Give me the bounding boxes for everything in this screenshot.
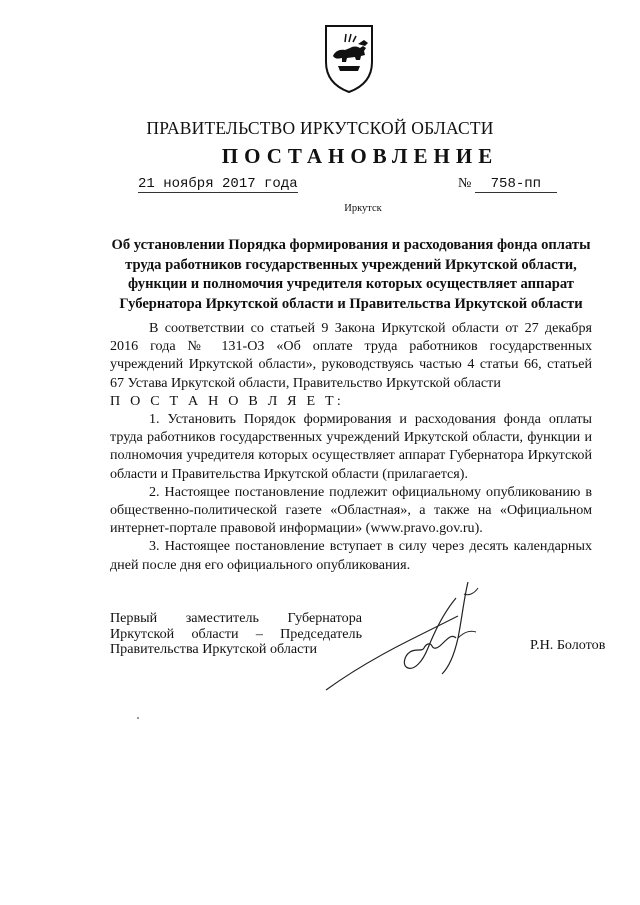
signatory-name: Р.Н. Болотов	[530, 637, 606, 653]
scan-speck	[137, 717, 139, 719]
item-paragraph-2: 2. Настоящее постановление подлежит официальному опубликованию в общественно-политической газете «Областная», а также на «Официальном интернет-портале правовой информации» (www.pravo.gov.ru).	[110, 483, 592, 537]
resolves-heading: П О С Т А Н О В Л Я Е Т:	[110, 392, 344, 409]
city-name: Иркутск	[344, 203, 382, 214]
position-line-2: Иркутской области – Председатель	[110, 625, 362, 642]
document-date	[138, 176, 298, 192]
document-number	[458, 176, 557, 193]
item-paragraph-3: 3. Настоящее постановление вступает в силу через десять календарных дней после дня его официального опубликования.	[110, 538, 592, 573]
preamble-paragraph: В соответствии со статьей 9 Закона Иркутской области от 27 декабря 2016 года № 131-ОЗ «Об оплате труда работников государственных учреждений Иркутской области», руководствуясь частью 4 статьи 66, статьей 67 Устава Иркутской области, Правительство Иркутской области	[110, 320, 592, 391]
number-value: 758-пп	[475, 176, 557, 193]
date-value: 21 ноября 2017 года	[138, 176, 298, 192]
document-type: ПОСТАНОВЛЕНИЕ	[221, 144, 499, 168]
item-paragraph-1: 1. Установить Порядок формирования и расходования фонда оплаты труда работников государственных учреждений Иркутской области, функции и полномочия учредителя которых осуществляет аппарат Губернатора Иркутской области и Правительства Иркутской области (прилагается).	[110, 411, 592, 482]
document-title: Об установлении Порядка формирования и расходования фонда оплаты труда работников государственных учреждений Иркутской области, функции и полномочия учредителя которых осуществляет аппарат Губернатора Иркутской области и Правительства Иркутской области	[111, 237, 591, 312]
position-line-1: Первый заместитель Губернатора	[110, 610, 362, 626]
number-sign: №	[458, 176, 472, 191]
document-body	[110, 319, 592, 574]
position-line-3: Правительства Иркутской области	[110, 641, 318, 657]
handwritten-signature	[318, 578, 498, 698]
irkutsk-coat-of-arms-icon	[320, 22, 378, 94]
government-name: ПРАВИТЕЛЬСТВО ИРКУТСКОЙ ОБЛАСТИ	[146, 118, 494, 138]
